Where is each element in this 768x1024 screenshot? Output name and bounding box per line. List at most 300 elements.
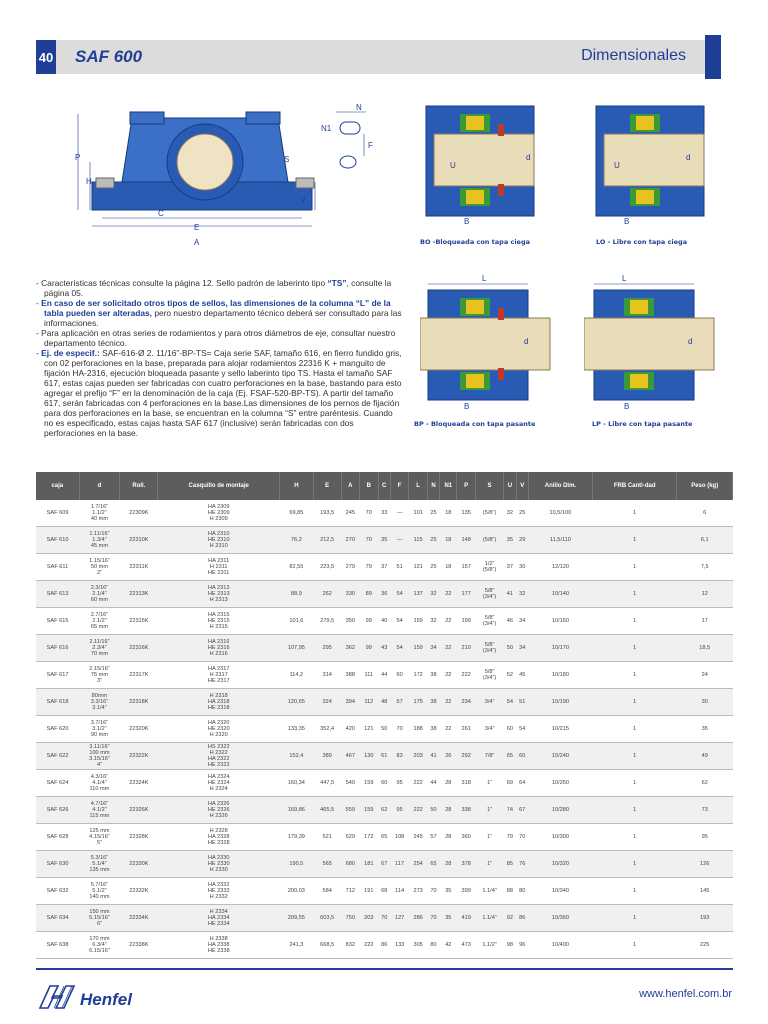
note-text: - Características técnicas consulte la página 12. Sello padrón de laberinto tipo — [36, 278, 328, 288]
table-cell: 70 — [516, 824, 528, 851]
table-cell: 199 — [457, 608, 476, 635]
table-cell: 750 — [341, 905, 360, 932]
table-cell: 1 — [592, 905, 676, 932]
table-cell: 177 — [457, 581, 476, 608]
brand-name: Henfel — [80, 990, 132, 1009]
table-cell: 61 — [378, 743, 390, 770]
table-cell: 57 — [427, 824, 439, 851]
column-header: caja — [36, 472, 79, 500]
table-cell: 172 — [409, 662, 428, 689]
dim-label-a: A — [194, 238, 200, 247]
table-cell: 10/300 — [528, 824, 592, 851]
table-cell: 41 — [427, 743, 439, 770]
table-cell: 179,39 — [279, 824, 313, 851]
table-cell: 70 — [390, 716, 409, 743]
caption-lo: LO - Libre con tapa ciega — [596, 238, 688, 246]
table-cell: 447,5 — [313, 770, 341, 797]
column-header: L — [409, 472, 428, 500]
table-row — [36, 500, 733, 527]
table-cell: 389 — [313, 743, 341, 770]
note-text: - Para aplicación en otras series de rodamientos y para otros diámetros de eje, consultar nuestro departamento técnico. — [36, 328, 396, 348]
dimensions-table — [36, 472, 733, 959]
table-cell: 67 — [378, 851, 390, 878]
table-row — [36, 770, 733, 797]
table-cell: (5/8”) — [475, 527, 503, 554]
table-cell: 65 — [378, 824, 390, 851]
table-cell: 114 — [390, 878, 409, 905]
table-cell: 26 — [440, 743, 457, 770]
table-cell: 1 — [592, 527, 676, 554]
table-cell: SAF 613 — [36, 581, 79, 608]
housing-body — [92, 112, 314, 210]
table-cell: 352,4 — [313, 716, 341, 743]
table-cell: 279,5 — [313, 608, 341, 635]
table-cell: SAF 611 — [36, 554, 79, 581]
dim-label-u: U — [450, 161, 456, 170]
table-cell: 324 — [313, 689, 341, 716]
note-text: , consulte la página 05. — [44, 278, 392, 298]
table-cell: 222 — [360, 932, 379, 959]
table-cell: 6,1 — [677, 527, 733, 554]
table-cell: 145 — [677, 878, 733, 905]
table-cell: 22 — [440, 581, 457, 608]
table-cell: 86 — [516, 905, 528, 932]
table-cell: 222 — [409, 797, 428, 824]
table-cell: 11,5/110 — [528, 527, 592, 554]
table-cell: 603,5 — [313, 905, 341, 932]
table-cell: 22338K — [120, 932, 158, 959]
table-cell: HA 2320 HE 2320 H 2320 — [158, 716, 279, 743]
table-cell: 22315K — [120, 608, 158, 635]
table-cell: 22328K — [120, 824, 158, 851]
table-cell: 1 — [592, 824, 676, 851]
table-cell: H 2334 HA 2334 HE 2334 — [158, 905, 279, 932]
table-cell: 200,03 — [279, 878, 313, 905]
table-cell: 30 — [516, 554, 528, 581]
table-row — [36, 905, 733, 932]
caption-bp: BP - Bloqueada con tapa pasante — [414, 420, 536, 428]
table-cell: 95 — [390, 770, 409, 797]
table-cell: 629 — [341, 824, 360, 851]
table-cell: 188 — [409, 716, 428, 743]
table-cell: 108 — [390, 824, 409, 851]
table-cell: 5/8” (3/4”) — [475, 662, 503, 689]
table-cell: 1” — [475, 797, 503, 824]
table-cell: HA 2311 H 2311 HE 2311 — [158, 554, 279, 581]
table-cell: 25 — [427, 554, 439, 581]
table-cell: 22311K — [120, 554, 158, 581]
table-cell: 10/360 — [528, 905, 592, 932]
table-cell: 10/260 — [528, 770, 592, 797]
table-cell: 111 — [360, 662, 379, 689]
table-cell: 70 — [360, 500, 379, 527]
table-cell: 1.7/16” 1.1/2” 40 mm — [79, 500, 120, 527]
note-emphasis: “TS” — [327, 278, 347, 288]
table-cell: SAF 616 — [36, 635, 79, 662]
table-cell: 86 — [378, 932, 390, 959]
table-cell: 99 — [360, 608, 379, 635]
table-cell: 89 — [360, 581, 379, 608]
table-cell: 99 — [360, 635, 379, 662]
table-row — [36, 689, 733, 716]
dim-label-d: d — [686, 153, 691, 162]
table-cell: 1 — [592, 878, 676, 905]
table-cell: 24 — [677, 662, 733, 689]
section-drawing-bo — [420, 100, 540, 230]
table-body — [36, 500, 733, 959]
table-cell: 160,34 — [279, 770, 313, 797]
dim-label-d: d — [526, 153, 531, 162]
table-header-row — [36, 472, 733, 500]
table-cell: 1 — [592, 770, 676, 797]
table-cell: 1 — [592, 932, 676, 959]
table-cell: 1.15/16” 50 mm 2” — [79, 554, 120, 581]
table-cell: 92 — [504, 905, 516, 932]
table-cell: SAF 617 — [36, 662, 79, 689]
column-header: B — [360, 472, 379, 500]
table-cell: 25 — [516, 500, 528, 527]
dim-label-c: C — [158, 209, 164, 218]
table-cell: 50 — [427, 797, 439, 824]
table-cell: 37 — [504, 554, 516, 581]
table-cell: 222 — [409, 770, 428, 797]
table-cell: SAF 634 — [36, 905, 79, 932]
table-cell: 159 — [409, 635, 428, 662]
table-cell: 193 — [677, 905, 733, 932]
table-cell: 25 — [427, 527, 439, 554]
table-cell: HA 2317 H 2317 HE 2317 — [158, 662, 279, 689]
table-cell: 22332K — [120, 878, 158, 905]
table-cell: 70 — [427, 878, 439, 905]
table-cell: 51 — [390, 554, 409, 581]
table-cell: 98 — [504, 932, 516, 959]
table-cell: 22 — [440, 716, 457, 743]
header-tab-marker — [705, 35, 721, 79]
table-cell: 32 — [427, 581, 439, 608]
table-cell: 175 — [409, 689, 428, 716]
table-cell: 51 — [516, 689, 528, 716]
table-cell: 584 — [313, 878, 341, 905]
table-cell: 286 — [409, 905, 428, 932]
table-cell: 35 — [440, 878, 457, 905]
table-cell: 10/215 — [528, 716, 592, 743]
dim-label-h: H — [86, 177, 92, 186]
table-cell: 241,3 — [279, 932, 313, 959]
table-cell: HA 2315 HE 2315 H 2315 — [158, 608, 279, 635]
table-cell: 117 — [390, 851, 409, 878]
table-cell: 80 — [516, 878, 528, 905]
table-cell: 152,4 — [279, 743, 313, 770]
table-cell: 50 — [378, 716, 390, 743]
table-cell: 159 — [360, 797, 379, 824]
table-cell: 1” — [475, 770, 503, 797]
table-cell: 70 — [378, 905, 390, 932]
table-cell: 1” — [475, 851, 503, 878]
table-cell: 115 — [409, 527, 428, 554]
table-cell: 107,95 — [279, 635, 313, 662]
table-cell: 60 — [390, 662, 409, 689]
column-header: N — [427, 472, 439, 500]
dim-label-d: d — [688, 337, 693, 346]
table-cell: 76 — [516, 851, 528, 878]
table-cell: HA 2316 HE 2316 H 2316 — [158, 635, 279, 662]
table-cell: SAF 618 — [36, 689, 79, 716]
table-cell: 2.7/16” 2.1/2” 65 mm — [79, 608, 120, 635]
table-cell: SAF 632 — [36, 878, 79, 905]
table-cell: 54 — [504, 689, 516, 716]
table-cell: 120,65 — [279, 689, 313, 716]
table-cell: 22 — [440, 662, 457, 689]
table-cell: 88 — [504, 878, 516, 905]
table-cell: 10/340 — [528, 878, 592, 905]
table-cell: 1.1/4” — [475, 878, 503, 905]
table-cell: 80mm 3.3/16” 3.1/4” — [79, 689, 120, 716]
table-cell: 169,86 — [279, 797, 313, 824]
table-cell: 45 — [516, 662, 528, 689]
column-header: Roll. — [120, 472, 158, 500]
note-emphasis: En caso de ser solicitado otros tipos de sellos, las dimensiones de la columna “L” de la tabla pueden ser alteradas, — [41, 298, 391, 318]
dim-label-b: B — [464, 217, 470, 226]
table-cell: 190,5 — [279, 851, 313, 878]
table-cell: 350 — [341, 608, 360, 635]
table-cell: 3.11/16” 100 mm 3.15/16” 4” — [79, 743, 120, 770]
table-cell: — — [390, 527, 409, 554]
table-cell: 2.3/16” 2.1/4” 60 mm — [79, 581, 120, 608]
table-cell: 80 — [427, 932, 439, 959]
table-cell: 130 — [360, 743, 379, 770]
table-cell: HS 2322 H 2322 HA 2322 HE 2322 — [158, 743, 279, 770]
table-cell: 101,6 — [279, 608, 313, 635]
table-cell: 1 — [592, 743, 676, 770]
column-header: N1 — [440, 472, 457, 500]
table-cell: 832 — [341, 932, 360, 959]
table-cell: 1 — [592, 635, 676, 662]
table-cell: 1 — [592, 689, 676, 716]
table-cell: 22 — [440, 608, 457, 635]
table-cell: 30 — [677, 689, 733, 716]
table-cell: 157 — [457, 554, 476, 581]
table-cell: 1” — [475, 824, 503, 851]
table-cell: 292 — [457, 743, 476, 770]
column-header: E — [313, 472, 341, 500]
note-item — [36, 348, 402, 438]
table-cell: 225 — [677, 932, 733, 959]
dim-label-d: d — [524, 337, 529, 346]
table-cell: 209,55 — [279, 905, 313, 932]
table-cell: 34 — [427, 635, 439, 662]
table-cell: 121 — [360, 716, 379, 743]
table-cell: 101 — [409, 500, 428, 527]
table-cell: 112 — [360, 689, 379, 716]
column-header: FRB Canti-dad — [592, 472, 676, 500]
table-cell: 223,5 — [313, 554, 341, 581]
table-row — [36, 716, 733, 743]
table-cell: 68 — [378, 878, 390, 905]
table-cell: 35 — [504, 527, 516, 554]
table-cell: 22317K — [120, 662, 158, 689]
table-cell: 4.7/16” 4.1/2” 115 mm — [79, 797, 120, 824]
table-cell: 1 — [592, 851, 676, 878]
table-cell: 54 — [390, 635, 409, 662]
table-cell: 150 mm 5.15/16” 6” — [79, 905, 120, 932]
dim-label-v: V — [300, 196, 306, 205]
table-cell: 48 — [378, 689, 390, 716]
table-cell: 18 — [440, 527, 457, 554]
table-cell: 5/8” (3/4”) — [475, 635, 503, 662]
table-cell: 305 — [409, 932, 428, 959]
table-cell: 172 — [360, 824, 379, 851]
table-cell: 2.15/16” 75 mm 3” — [79, 662, 120, 689]
table-cell: 399 — [457, 878, 476, 905]
table-cell: 28 — [440, 851, 457, 878]
table-cell: 38 — [427, 662, 439, 689]
table-cell: 318 — [457, 770, 476, 797]
table-cell: 34 — [516, 608, 528, 635]
note-emphasis: Ej. de especif.: — [41, 348, 100, 358]
website-link[interactable]: www.henfel.com.br — [639, 988, 732, 1000]
table-cell: 10/140 — [528, 581, 592, 608]
table-cell: 181 — [360, 851, 379, 878]
note-text: - — [36, 348, 42, 358]
table-cell: 10,5/100 — [528, 500, 592, 527]
note-item — [36, 328, 402, 348]
table-cell: 279 — [341, 554, 360, 581]
slot-detail-drawing — [318, 100, 378, 180]
table-cell: — — [390, 500, 409, 527]
table-cell: SAF 630 — [36, 851, 79, 878]
notes-block — [36, 278, 402, 438]
table-cell: 38 — [427, 716, 439, 743]
table-cell: 378 — [457, 851, 476, 878]
table-cell: 191 — [360, 878, 379, 905]
table-cell: 88,9 — [279, 581, 313, 608]
table-cell: 133 — [390, 932, 409, 959]
table-cell: 18 — [440, 500, 457, 527]
note-text: SAF-616-Ø 2. 11/16”-BP-TS= Caja serie SAF, tamaño 616, en fierro fundido gris, con 02 perforaciones en la base, preparada para alojar rodamientos 22316 K + manguito de fijación HA-2316, ejecución bloqueada pasante y sello laberinto tipo TS. Hasta el tamaño SAF 617, estas cajas pueden ser fabricadas con cuatro perforaciones en la base, bastando para esto agregar el prefijo “F” en la denominación de la caja (Ej. FSAF-520-BP-TS). A partir del tamaño 617, serán fabricadas con 4 perforaciones en la base.Las dimensiones de los pernos de fijación para dos perforaciones en la base, se encuentran en la columna “S” entre paréntesis. Cuando no es especificado, estas cajas hasta SAF 617 (inclusive) serán fabricadas con dos perforaciones en la base. — [44, 348, 402, 438]
column-header: Anillo Dim. — [528, 472, 592, 500]
table-cell: 262 — [313, 581, 341, 608]
column-header: S — [475, 472, 503, 500]
table-row — [36, 554, 733, 581]
table-cell: 3.7/16” 3.1/2” 90 mm — [79, 716, 120, 743]
table-cell: 3/4” — [475, 716, 503, 743]
table-cell: 420 — [341, 716, 360, 743]
table-cell: 22 — [440, 635, 457, 662]
table-cell: 65 — [427, 851, 439, 878]
table-cell: 54 — [516, 716, 528, 743]
table-cell: (5/8”) — [475, 500, 503, 527]
note-text: - — [36, 298, 42, 308]
caption-bo: BO -Bloqueada con tapa ciega — [420, 238, 530, 246]
table-cell: 1 — [592, 581, 676, 608]
dim-label-n1: N1 — [321, 124, 332, 133]
table-cell: 5/8” (3/4”) — [475, 608, 503, 635]
table-cell: 62 — [378, 797, 390, 824]
table-cell: SAF 622 — [36, 743, 79, 770]
table-cell: H 2338 HA 2338 HE 2338 — [158, 932, 279, 959]
table-cell: HA 2330 HE 2330 H 2330 — [158, 851, 279, 878]
table-cell: 7,5 — [677, 554, 733, 581]
table-cell: SAF 620 — [36, 716, 79, 743]
table-cell: 245 — [341, 500, 360, 527]
table-cell: 37 — [378, 554, 390, 581]
table-cell: 254 — [409, 851, 428, 878]
table-cell: 38 — [427, 689, 439, 716]
table-row — [36, 581, 733, 608]
table-cell: 52 — [504, 662, 516, 689]
table-cell: 5/8” (3/4”) — [475, 581, 503, 608]
table-cell: HA 2309 HE 2309 H 2309 — [158, 500, 279, 527]
table-cell: 159 — [409, 608, 428, 635]
table-cell: 222 — [457, 662, 476, 689]
table-row — [36, 662, 733, 689]
table-cell: 10/180 — [528, 662, 592, 689]
table-cell: 60 — [504, 716, 516, 743]
table-cell: 17 — [677, 608, 733, 635]
table-cell: 22316K — [120, 635, 158, 662]
section-drawing-lp — [584, 272, 724, 412]
table-cell: H 2328 HA 2328 HE 2328 — [158, 824, 279, 851]
dim-label-f: F — [368, 141, 373, 150]
table-cell: 54 — [390, 608, 409, 635]
footer-rule — [36, 968, 733, 970]
model-title: SAF 600 — [75, 47, 143, 66]
table-cell: 10/170 — [528, 635, 592, 662]
table-cell: 28 — [440, 824, 457, 851]
table-cell: 1 — [592, 797, 676, 824]
section-drawing-lo — [590, 100, 710, 230]
table-cell: 60 — [378, 770, 390, 797]
table-cell: 360 — [457, 824, 476, 851]
table-cell: 1.11/16” 1.3/4” 45 mm — [79, 527, 120, 554]
table-cell: 83 — [390, 743, 409, 770]
note-text: pero nuestro departamento técnico deberá ser consultado para las informaciones. — [44, 308, 402, 328]
dim-label-b: B — [624, 217, 630, 226]
table-cell: 7/8” — [475, 743, 503, 770]
note-item — [36, 278, 402, 298]
table-cell: 44 — [378, 662, 390, 689]
column-header: P — [457, 472, 476, 500]
table-cell: 10/240 — [528, 743, 592, 770]
table-cell: SAF 624 — [36, 770, 79, 797]
table-cell: 54 — [390, 581, 409, 608]
table-cell: 41 — [504, 581, 516, 608]
table-cell: 95 — [677, 824, 733, 851]
table-cell: 1 — [592, 662, 676, 689]
table-cell: 22320K — [120, 716, 158, 743]
table-cell: 330 — [341, 581, 360, 608]
table-cell: 85 — [504, 851, 516, 878]
column-header: H — [279, 472, 313, 500]
table-cell: 270 — [341, 527, 360, 554]
table-cell: 25 — [427, 500, 439, 527]
table-cell: 10/400 — [528, 932, 592, 959]
page-number: 40 — [36, 40, 56, 74]
dim-label-b: B — [624, 402, 630, 411]
table-cell: 261 — [457, 716, 476, 743]
table-cell: 1/2” (5/8”) — [475, 554, 503, 581]
table-cell: 1.1/4” — [475, 905, 503, 932]
dim-label-l: L — [622, 274, 627, 283]
section-drawing-bp — [420, 272, 560, 412]
table-cell: 133,35 — [279, 716, 313, 743]
table-cell: 6 — [677, 500, 733, 527]
table-cell: 69 — [504, 770, 516, 797]
table-cell: 245 — [409, 824, 428, 851]
table-cell: 42 — [440, 932, 457, 959]
column-header: Casquillo de montaje — [158, 472, 279, 500]
dim-label-n: N — [356, 103, 362, 112]
